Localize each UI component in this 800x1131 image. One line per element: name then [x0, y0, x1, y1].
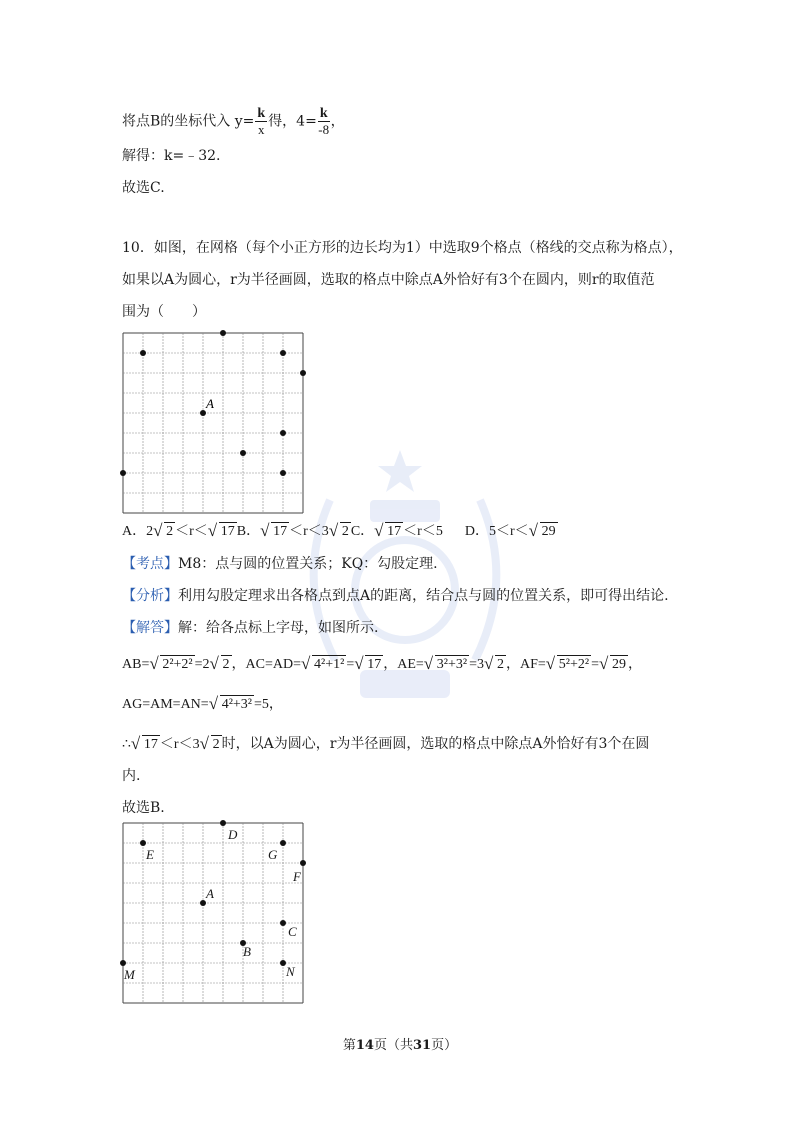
radical-sign-icon: √	[260, 521, 270, 540]
sqrt-29	[529, 522, 558, 542]
option-c	[350, 521, 443, 540]
radical-sign-icon: √	[598, 654, 609, 673]
fenxi-text: 利用勾股定理求出各格点到点A的距离，结合点与圆的位置关系，即可得出结论.	[178, 588, 669, 604]
lattice-point	[120, 470, 126, 476]
kaodian-text: M8：点与圆的位置关系；KQ：勾股定理.	[178, 556, 438, 572]
jieda-line	[122, 618, 378, 638]
solution-grid-figure	[118, 818, 313, 1008]
eq-ag-val: =5，	[253, 697, 283, 712]
lattice-point	[300, 860, 306, 866]
option-c-mid: ＜r＜5	[403, 524, 443, 539]
radicand: 17	[220, 524, 235, 539]
frac-numerator: k	[319, 106, 328, 121]
lattice-point	[140, 350, 146, 356]
jieda-text: 解：给各点标上字母，如图所示.	[178, 620, 379, 636]
lattice-point	[280, 840, 286, 846]
radicand: 4²+1²	[314, 657, 345, 672]
option-a-text: A．2	[122, 524, 154, 539]
grid-label-M: M	[124, 967, 135, 982]
jieda-tag: 【解答】	[122, 620, 178, 636]
sqrt-ag	[209, 695, 254, 715]
question-line2: 如果以A为圆心，r为半径画圆，选取的格点中除点A外恰好有3个在圆内，则r的取值范	[122, 272, 655, 288]
lattice-point	[300, 370, 306, 376]
option-a-mid: ＜r＜	[175, 524, 208, 539]
radicand: 2	[166, 524, 174, 539]
radicand: 17	[367, 657, 382, 672]
eq-ab-label: AB=	[122, 657, 150, 672]
radical-sign-icon: √	[374, 521, 384, 540]
radicand: 2	[341, 524, 349, 539]
eq-ae-val: =3	[469, 657, 484, 672]
grid-label-A: A	[206, 886, 214, 901]
option-c-text: C．	[350, 524, 375, 539]
eq-af-eq: =	[591, 657, 599, 672]
sqrt-17	[374, 522, 403, 542]
lattice-point	[240, 450, 246, 456]
lattice-point	[280, 350, 286, 356]
eq-ac-eq: =	[346, 657, 355, 672]
fenxi-line	[122, 586, 669, 606]
conc-mid: ＜r＜3	[159, 737, 200, 752]
lattice-point	[280, 430, 286, 436]
sqrt-2	[200, 735, 222, 755]
lattice-point	[280, 920, 286, 926]
lattice-point	[120, 960, 126, 966]
footer-text-c: 页）	[431, 1038, 458, 1053]
grid-label-N: N	[286, 964, 295, 979]
answer-choose: 故选B.	[122, 800, 165, 816]
option-b-mid: ＜r＜3	[289, 524, 329, 539]
radical-sign-icon: √	[354, 654, 364, 673]
prev-text-c: ，	[330, 113, 345, 130]
sqrt-17	[208, 522, 237, 542]
answer-options	[122, 522, 558, 542]
prev-solved: 解得：k=﹣32.	[122, 148, 221, 164]
distance-equations	[122, 655, 642, 675]
radicand: 4²+3²	[221, 697, 252, 712]
radical-sign-icon: √	[130, 734, 141, 753]
grid-label-C: C	[288, 924, 297, 939]
fenxi-tag: 【分析】	[122, 588, 178, 604]
eq-ac-label: ，AC=AD=	[231, 657, 302, 672]
radical-sign-icon: √	[199, 734, 209, 753]
frac-numerator: k	[257, 106, 266, 121]
eq-ag-label: AG=AM=AN=	[122, 697, 209, 712]
lattice-point	[220, 820, 226, 826]
radicand: 2²+2²	[162, 657, 193, 672]
lattice-point	[140, 840, 146, 846]
radicand: 29	[611, 657, 626, 672]
sqrt-ae	[424, 655, 469, 675]
radicand: 17	[143, 737, 158, 752]
fraction-k-over-x	[255, 106, 267, 137]
frac-denominator: -8	[318, 122, 330, 137]
radical-sign-icon: √	[328, 521, 339, 540]
option-a	[122, 521, 237, 540]
kaodian-line	[122, 554, 438, 574]
sqrt-2	[329, 522, 351, 542]
distance-equation-ag	[122, 695, 283, 715]
option-b	[236, 521, 351, 540]
option-d-text: D．5＜r＜	[464, 524, 529, 539]
conclusion-line1	[122, 734, 649, 755]
radicand: 3²+3²	[436, 657, 468, 672]
eq-ab-val: =2	[194, 657, 210, 672]
grid-label-E: E	[146, 847, 154, 862]
question-line1: 10．如图，在网格（每个小正方形的边长均为1）中选取9个格点（格线的交点称为格点），	[122, 240, 683, 256]
radical-sign-icon: √	[153, 521, 163, 540]
radical-sign-icon: √	[149, 654, 159, 673]
radical-sign-icon: √	[545, 654, 556, 673]
footer-text-b: 页（共	[373, 1038, 413, 1053]
eq-af-label: ，AF=	[505, 657, 546, 672]
prev-text-a: 将点B的坐标代入 y=	[122, 113, 255, 130]
total-pages: 31	[413, 1038, 432, 1053]
radicand: 2	[212, 737, 220, 752]
option-d	[464, 521, 558, 540]
grid-label-G: G	[268, 847, 278, 862]
radicand: 5²+2²	[558, 657, 590, 672]
prev-text-b: 得，4=	[268, 113, 317, 130]
frac-denominator: x	[258, 122, 265, 137]
grid-label-B: B	[243, 944, 251, 959]
conc-text: 时，以A为圆心，r为半径画圆，选取的格点中除点A外恰好有3个在圆	[221, 736, 650, 752]
page-number: 14	[355, 1038, 374, 1053]
sqrt-17	[260, 522, 289, 542]
radical-sign-icon: √	[207, 521, 218, 540]
radical-sign-icon: √	[528, 521, 538, 540]
page-footer	[0, 1034, 800, 1053]
radicand: 2	[222, 657, 230, 672]
radical-sign-icon: √	[423, 654, 434, 673]
radical-sign-icon: √	[301, 654, 311, 673]
radical-sign-icon: √	[208, 694, 219, 713]
option-b-text: B．	[236, 524, 261, 539]
lattice-point	[280, 470, 286, 476]
grid-label-A: A	[206, 396, 214, 411]
sqrt-ac	[301, 655, 346, 675]
lattice-point	[220, 330, 226, 336]
prev-solution-line1	[122, 106, 345, 137]
sqrt-af	[546, 655, 591, 675]
radicand: 2	[496, 657, 504, 672]
conclusion-line2: 内.	[122, 768, 141, 784]
prev-choose: 故选C.	[122, 180, 165, 196]
radical-sign-icon: √	[209, 654, 219, 673]
grid-label-D: D	[228, 827, 238, 842]
radical-sign-icon: √	[483, 654, 494, 673]
sqrt-29	[599, 655, 628, 675]
radicand: 17	[387, 524, 402, 539]
fraction-k-over-minus8	[318, 106, 330, 137]
grid-label-F: F	[293, 869, 301, 884]
question-line3: 围为（ ）	[122, 304, 206, 320]
kaodian-tag: 【考点】	[122, 556, 178, 572]
sqrt-2	[210, 655, 232, 675]
sqrt-2	[484, 655, 506, 675]
radicand: 17	[273, 524, 288, 539]
eq-ae-label: ，AE=	[383, 657, 424, 672]
therefore-sign: ∴	[122, 736, 131, 752]
sqrt-17	[131, 735, 160, 755]
sqrt-2	[153, 522, 175, 542]
eq-af-end: ，	[627, 657, 642, 672]
sqrt-ab	[149, 655, 194, 675]
sqrt-17	[354, 655, 383, 675]
radicand: 29	[541, 524, 556, 539]
question-grid-figure	[118, 328, 313, 518]
footer-text-a: 第	[342, 1038, 356, 1053]
